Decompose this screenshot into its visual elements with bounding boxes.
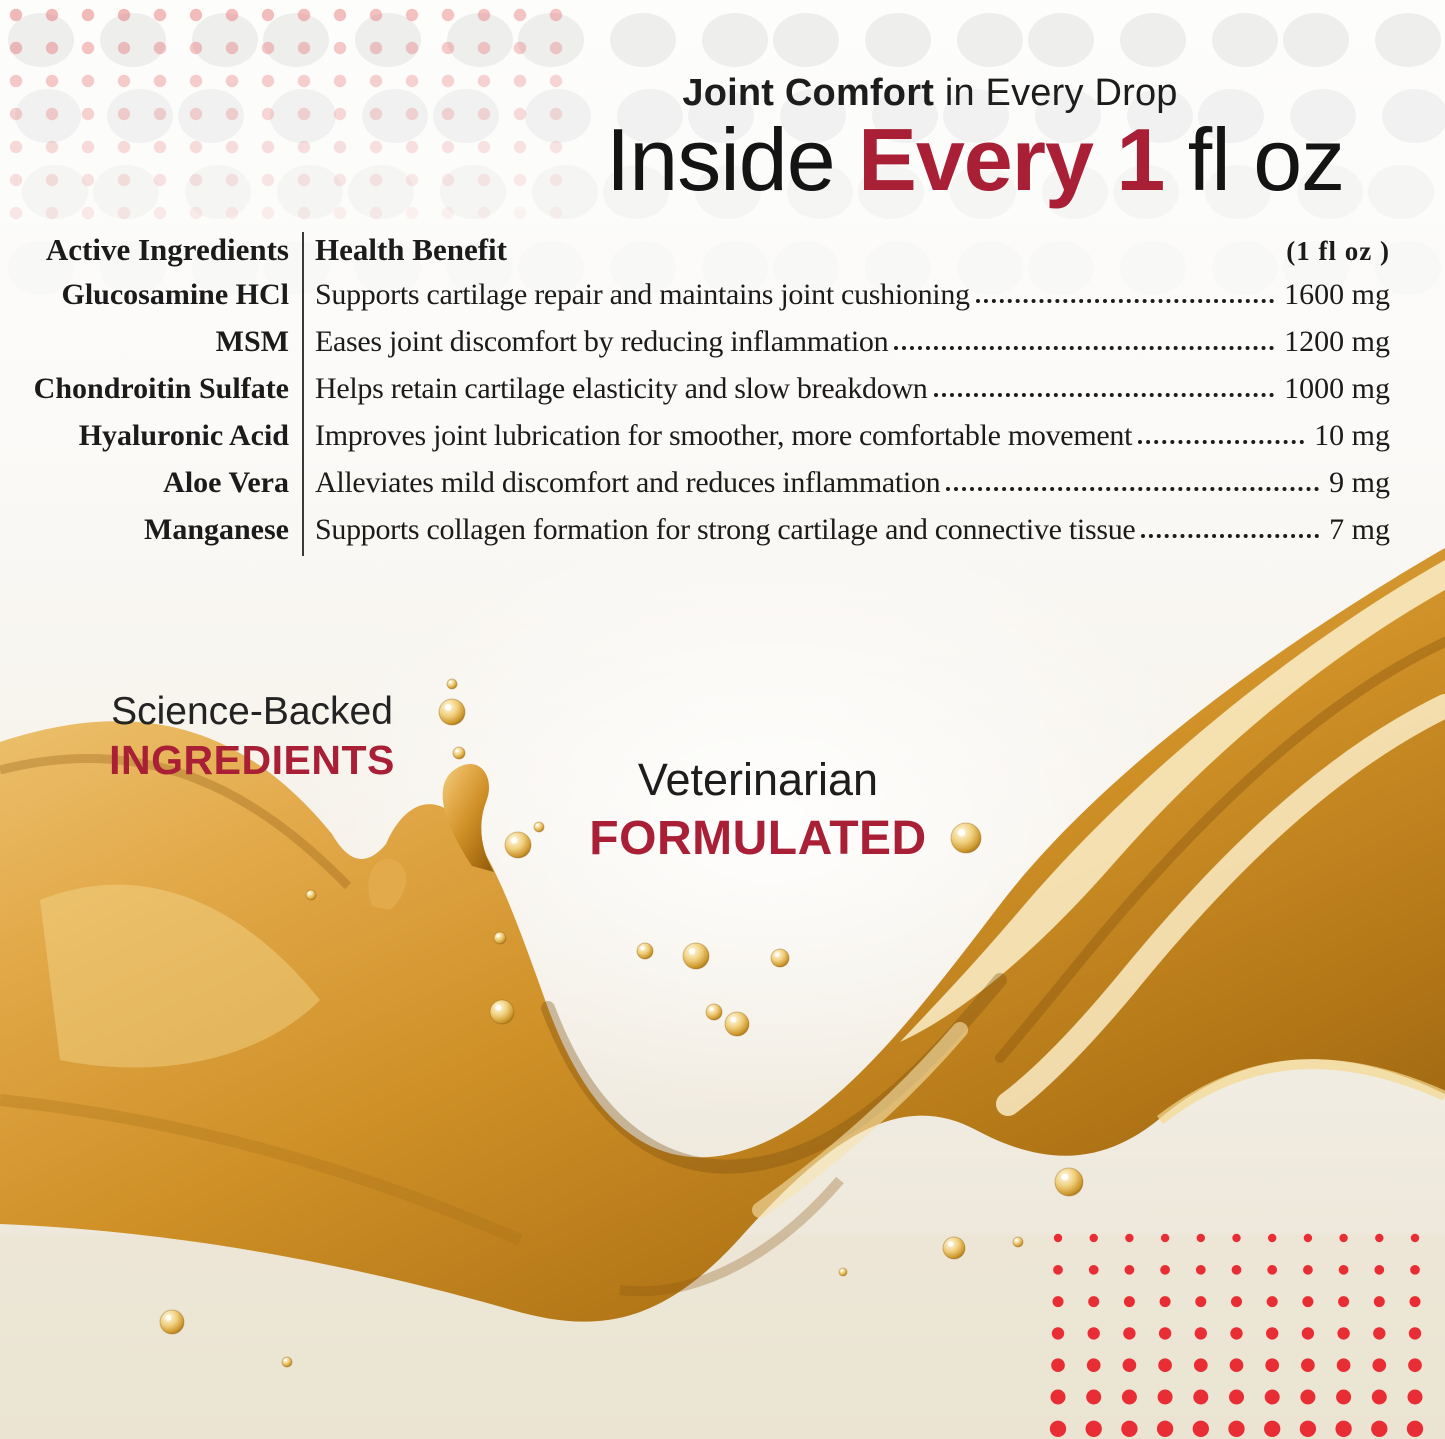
benefit-cell — [303, 278, 1284, 312]
table-row — [25, 366, 1390, 413]
dotted-leader — [1141, 534, 1319, 538]
benefit-cell — [303, 419, 1314, 453]
ingredient-table — [25, 226, 1390, 560]
serving-size-label: (1 fl oz ) — [1286, 236, 1390, 266]
bottom-cream-band — [0, 1235, 1445, 1439]
table-header-row — [25, 226, 1390, 272]
table-row — [25, 413, 1390, 460]
tagline — [530, 72, 1330, 115]
dotted-leader — [934, 393, 1275, 397]
science-backed-badge — [52, 690, 452, 784]
table-row — [25, 319, 1390, 366]
benefit-text: Supports collagen formation for strong cartilage and connective tissue — [315, 513, 1136, 546]
benefit-cell — [303, 466, 1329, 500]
science-backed-line2: INGREDIENTS — [109, 737, 395, 783]
title-suffix: fl oz — [1164, 110, 1345, 209]
benefit-cell — [303, 513, 1329, 547]
title-prefix: Inside — [605, 110, 859, 209]
dotted-leader — [894, 346, 1274, 350]
veterinarian-line2: FORMULATED — [589, 812, 927, 865]
veterinarian-line1: Veterinarian — [637, 754, 879, 805]
science-backed-line1: Science-Backed — [111, 690, 393, 733]
ingredient-name: MSM — [215, 325, 289, 358]
table-body — [25, 272, 1390, 554]
column-header-benefit: Health Benefit — [315, 232, 507, 267]
benefit-text: Improves joint lubrication for smoother, more comfortable movement — [315, 419, 1133, 452]
table-row — [25, 460, 1390, 507]
benefit-cell — [303, 325, 1284, 359]
benefit-text: Eases joint discomfort by reducing inflammation — [315, 325, 889, 358]
amount-value: 1000 mg — [1284, 372, 1390, 405]
title-accent: Every 1 — [858, 110, 1165, 209]
dotted-leader — [976, 299, 1274, 303]
tagline-rest: in Every Drop — [934, 72, 1178, 114]
benefit-text: Supports cartilage repair and maintains joint cushioning — [315, 278, 970, 311]
column-header-ingredients: Active Ingredients — [45, 232, 289, 267]
ingredient-name: Glucosamine HCl — [61, 278, 289, 311]
table-row — [25, 507, 1390, 554]
dotted-leader — [946, 487, 1319, 491]
tagline-bold: Joint Comfort — [682, 72, 935, 114]
ingredient-name: Hyaluronic Acid — [78, 419, 289, 452]
benefit-text: Helps retain cartilage elasticity and slow breakdown — [315, 372, 928, 405]
ingredient-name: Aloe Vera — [163, 466, 289, 499]
ingredient-name: Manganese — [144, 513, 289, 546]
table-row — [25, 272, 1390, 319]
page-title — [510, 110, 1440, 209]
veterinarian-badge — [548, 754, 968, 866]
ingredient-name: Chondroitin Sulfate — [33, 372, 289, 405]
amount-value: 7 mg — [1329, 513, 1390, 546]
benefit-text: Alleviates mild discomfort and reduces inflammation — [315, 466, 941, 499]
column-divider — [302, 232, 304, 556]
amount-value: 1600 mg — [1284, 278, 1390, 311]
amount-value: 1200 mg — [1284, 325, 1390, 358]
amount-value: 10 mg — [1314, 419, 1390, 452]
benefit-cell — [303, 372, 1284, 406]
amount-value: 9 mg — [1329, 466, 1390, 499]
dotted-leader — [1138, 440, 1304, 444]
